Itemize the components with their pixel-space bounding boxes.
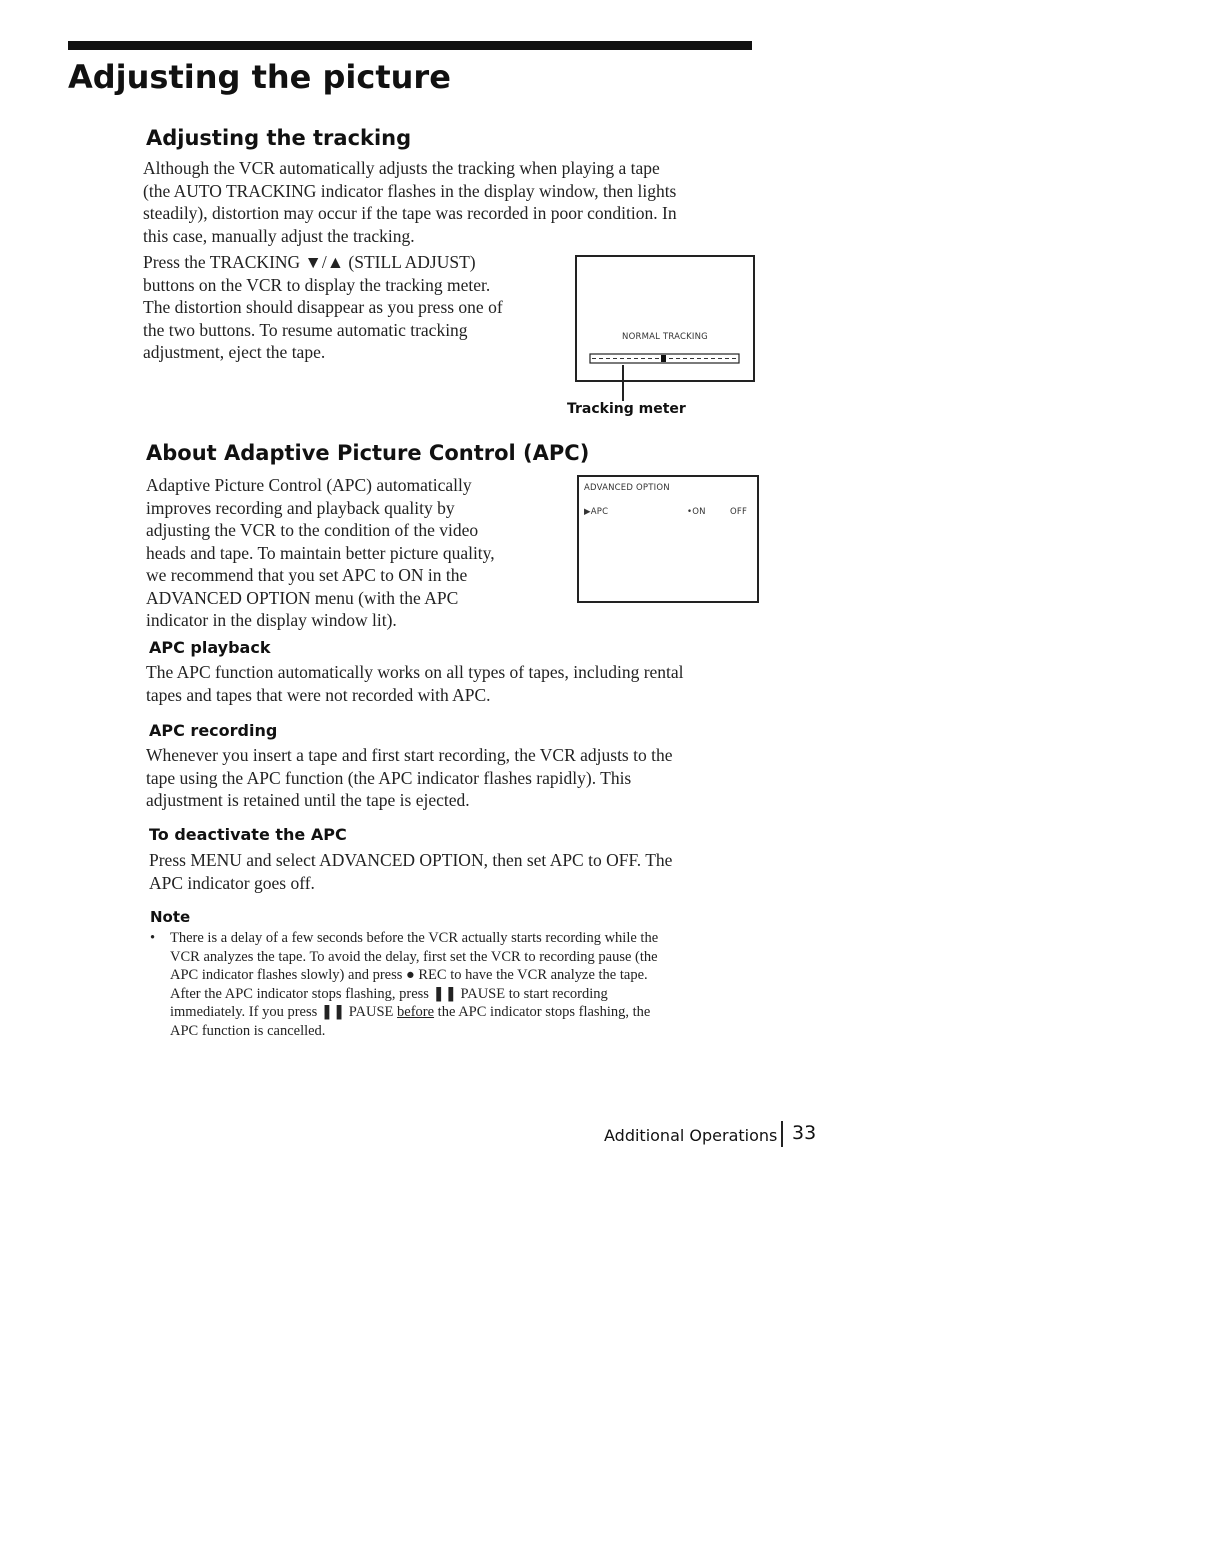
tracking-meter-caption: Tracking meter <box>567 401 686 417</box>
text-line: heads and tape. To maintain better picture quality, <box>146 542 495 563</box>
text-line: Although the VCR automatically adjusts the tracking when playing a tape <box>143 158 660 178</box>
apc-off-option: OFF <box>730 507 748 517</box>
footer-section-label: Additional Operations <box>604 1126 778 1145</box>
text-line: APC indicator flashes slowly) and press ● REC to have the VCR analyze the tape. <box>170 967 648 984</box>
text-line: improves recording and playback quality by <box>146 497 455 518</box>
tracking-heading: Adjusting the tracking <box>146 126 412 150</box>
tracking-intro-paragraph <box>143 157 783 247</box>
meter-pointer-line <box>622 365 624 401</box>
text-line: this case, manually adjust the tracking. <box>143 225 415 246</box>
text-line: tape using the APC function (the APC indicator flashes rapidly). This <box>146 767 632 788</box>
apc-recording-paragraph <box>146 744 806 812</box>
footer-divider <box>781 1121 783 1147</box>
apc-recording-heading: APC recording <box>149 721 278 740</box>
note-block <box>150 929 790 1041</box>
text-line: (the AUTO TRACKING indicator flashes in the display window, then lights <box>143 180 677 201</box>
text-line <box>170 1003 658 1022</box>
text-line: adjustment, eject the tape. <box>143 342 326 362</box>
text-line: the two buttons. To resume automatic tracking <box>143 319 468 340</box>
apc-intro-paragraph <box>146 474 566 632</box>
text-segment: the APC indicator stops flashing, the <box>434 1004 651 1021</box>
normal-tracking-label: NORMAL TRACKING <box>622 332 708 342</box>
text-line: The distortion should disappear as you press one of <box>143 297 503 317</box>
apc-menu-item: ▶APC <box>584 507 609 517</box>
bullet-icon: • <box>150 930 156 946</box>
text-line: buttons on the VCR to display the tracking meter. <box>143 274 491 295</box>
underlined-word: before <box>397 1004 435 1021</box>
note-text <box>170 929 658 1041</box>
text-line: indicator in the display window lit). <box>146 610 397 630</box>
apc-playback-heading: APC playback <box>149 638 271 657</box>
page-title: Adjusting the picture <box>68 58 451 96</box>
text-line: adjusting the VCR to the condition of the video <box>146 520 479 540</box>
text-line: we recommend that you set APC to ON in the <box>146 565 468 585</box>
tracking-meter-icon <box>589 351 741 367</box>
apc-playback-paragraph <box>146 661 806 706</box>
text-line: Press MENU and select ADVANCED OPTION, then set APC to OFF. The <box>149 850 673 870</box>
page-number: 33 <box>792 1122 817 1144</box>
text-segment: immediately. If you press ❚❚ PAUSE <box>170 1004 398 1021</box>
note-bullet-item <box>150 929 790 1041</box>
text-line: Press the TRACKING ▼/▲ (STILL ADJUST) <box>143 252 476 272</box>
text-line: VCR analyzes the tape. To avoid the delay, first set the VCR to recording pause (the <box>170 948 658 965</box>
apc-heading: About Adaptive Picture Control (APC) <box>146 441 590 465</box>
advanced-option-screen-illustration <box>577 475 759 603</box>
apc-on-option: •ON <box>687 507 706 517</box>
tracking-screen-illustration <box>575 255 755 382</box>
note-heading: Note <box>150 908 191 926</box>
text-line: APC indicator goes off. <box>149 872 315 893</box>
advanced-option-title: ADVANCED OPTION <box>584 483 670 493</box>
text-line: adjustment is retained until the tape is ejected. <box>146 790 470 810</box>
deactivate-apc-heading: To deactivate the APC <box>149 825 347 844</box>
top-rule <box>68 41 752 50</box>
deactivate-apc-paragraph <box>149 849 809 894</box>
text-line: steadily), distortion may occur if the tape was recorded in poor condition. In <box>143 203 677 223</box>
text-line: tapes and tapes that were not recorded with APC. <box>146 684 491 705</box>
tracking-instructions-paragraph <box>143 251 563 364</box>
text-line: After the APC indicator stops flashing, press ❚❚ PAUSE to start recording <box>170 985 608 1002</box>
text-line: APC function is cancelled. <box>170 1022 326 1039</box>
text-line: There is a delay of a few seconds before the VCR actually starts recording while the <box>170 930 659 946</box>
text-line: Whenever you insert a tape and first start recording, the VCR adjusts to the <box>146 745 673 765</box>
text-line: The APC function automatically works on all types of tapes, including rental <box>146 662 684 682</box>
text-line: Adaptive Picture Control (APC) automatically <box>146 475 472 495</box>
text-line: ADVANCED OPTION menu (with the APC <box>146 587 459 608</box>
